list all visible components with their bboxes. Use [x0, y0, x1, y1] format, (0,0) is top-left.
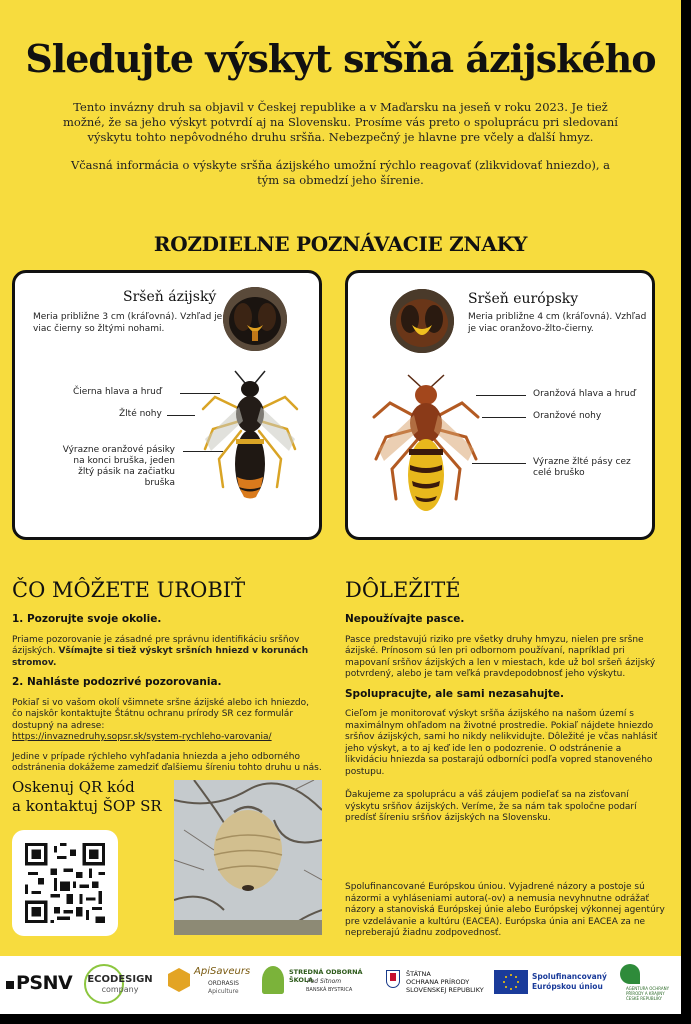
asian-line-legs — [167, 415, 195, 416]
funding-disclaimer: Spolufinancované Európskou úniou. Vyjadrené názory a postoje sú názormi a vyhláseniami autora(-ov) a nemusia nevyhnutne odrážať názory a stanoviská Európskej únie alebo Európskej výkonnej agentúry pre vzdelávanie a kultúru (EACEA). Európska únia ani EACEA za ne nepreberajú žiadnu zodpovednosť. — [345, 882, 665, 938]
asian-label-abdomen: Výrazne oranžové pásiky na konci bruška, jeden žltý pásik na začiatku bruška — [62, 445, 175, 488]
step-2-heading: 2. Nahláste podozrivé pozorovania. — [12, 676, 222, 688]
bottom-edge — [0, 1014, 691, 1024]
logo-footer: PSNV ECODESIGN company ApiSaveurs ORDRASIS Apiculture STREDNÁ ODBORNÁ ŠKOLA Pod Sitnom BANSKÁ BYSTRICA ŠTÁTNA OCHRANA PRÍRODY SLOVENSKEJ REPUBLIKY Spolufinancovaný Európskou úniou AGENTURA OCHRANY PŘÍRODY A KRAJINY ČESKÉ REPUBLIKY — [0, 956, 681, 1014]
no-traps-text: Pasce predstavujú riziko pre všetky druhy hmyzu, nielen pre sršne ázijské. Prínosom sú len pri odbornom používaní, napríklad pri mapovaní sršňov ázijských a len v miestach, kde už bol sršeň ázijský potvrdený, alebo je tam veľká pravdepodobnosť jeho výskytu. — [345, 634, 656, 679]
european-line-head — [476, 395, 526, 396]
european-label-legs: Oranžové nohy — [533, 411, 602, 421]
qr-code[interactable] — [12, 830, 118, 936]
asian-label-legs: Žlté nohy — [119, 409, 162, 419]
asian-label-head: Čierna hlava a hruď — [73, 387, 162, 397]
asian-hornet-card — [12, 270, 322, 540]
important-title: DÔLEŽITÉ — [345, 578, 461, 602]
page-title: Sledujte výskyt sršňa ázijského — [25, 36, 656, 81]
cooperate-heading: Spolupracujte, ale sami nezasahujte. — [345, 687, 565, 700]
what-to-do-title: ČO MÔŽETE UROBIŤ — [12, 578, 246, 602]
hornet-nest-photo — [174, 780, 322, 935]
european-line-abdomen — [472, 463, 526, 464]
ecodesign-logo: ECODESIGN company — [84, 964, 156, 984]
asian-hornet-name: Sršeň ázijský — [123, 289, 217, 305]
intro — [60, 100, 621, 188]
section-title: ROZDIELNE POZNÁVACIE ZNAKY — [153, 232, 528, 256]
qr-title: Oskenuj QR kód a kontaktuj ŠOP SR — [12, 778, 162, 815]
european-hornet-illustration — [366, 373, 486, 523]
european-hornet-card — [345, 270, 655, 540]
asian-hornet-description: Meria približne 3 cm (kráľovná). Vzhľad je viac čierny so žltými nohami. — [33, 312, 223, 334]
european-label-abdomen: Výrazne žlté pásy cez celé bruško — [533, 457, 631, 478]
thanks-text: Ďakujeme za spoluprácu a váš záujem podieľať sa na zisťovaní výskytu sršňov ázijských. Veríme, že sa nám tak spoločne podarí predísť šíreniu sršňov ázijských na Slovensku. — [345, 790, 637, 823]
european-hornet-description: Meria približne 4 cm (kráľovná). Vzhľad je viac oranžovo-žlto-čierny. — [468, 312, 647, 334]
european-label-head: Oranžová hlava a hruď — [533, 389, 636, 399]
cooperate-text: Cieľom je monitorovať výskyt sršňa ázijského na našom území s maximálnym ohľadom na životné prostredie. Pokiaľ nájdete hniezdo sršňov ázijských, sami ho nikdy nelikvidujte. Dôležité je včas nahlásiť jeho výskyt, a to aj keď ide len o podozrenie. O odstránenie a likvidáciu hniezda sa postarajú odborníci podľa vopred stanoveného postupu. — [345, 709, 658, 777]
what-to-do-section — [12, 614, 322, 783]
no-traps-heading: Nepoužívajte pasce. — [345, 613, 465, 625]
report-link[interactable]: https://invaznedruhy.sopsr.sk/system-rychleho-varovania/ — [12, 732, 272, 742]
right-edge — [681, 0, 691, 1024]
step-2-note: Jedine v prípade rýchleho vyhľadania hniezda a jeho odborného odstránenia dokážeme zamedziť ďalšiemu šíreniu tohto druhu u nás. — [12, 751, 322, 773]
asian-hornet-illustration — [195, 369, 305, 519]
step-1-text: Priame pozorovanie je zásadné pre správnu identifikáciu sršňov ázijských. Všímajte si tiež výskyt sršních hniezd v korunách stromov. — [12, 634, 309, 668]
intro-paragraph-2: Včasná informácia o výskyte sršňa ázijského umožní rýchlo reagovať (zlikvidovať hniezdo), a tým sa obmedzí jeho šírenie. — [70, 158, 611, 187]
european-hornet-head-photo — [390, 289, 454, 353]
european-line-legs — [482, 417, 526, 418]
step-1-heading: 1. Pozorujte svoje okolie. — [12, 613, 162, 625]
step-2-text: Pokiaľ si vo vašom okolí všimnete sršne ázijské alebo ich hniezdo, čo najskôr kontaktujte Štátnu ochranu prírody SR cez formulár dostupný na adrese: https://invaznedruhy.sopsr.sk/system-rychleho-varovania/ — [12, 697, 309, 742]
european-hornet-name: Sršeň európsky — [468, 291, 579, 307]
intro-paragraph-1: Tento invázny druh sa objavil v Českej republike a v Maďarsku na jeseň v roku 2023. Je tiež možné, že sa jeho výskyt potvrdí aj na Slovensku. Prosíme vás preto o spoluprácu pri sledovaní výskytu tohto nepôvodného druhu sršňa. Nebezpečný je hlavne pre včely a ďalší hmyz. — [63, 100, 618, 144]
asian-hornet-head-photo — [223, 287, 287, 351]
important-section — [345, 614, 665, 833]
psnv-logo: PSNV — [6, 972, 72, 994]
